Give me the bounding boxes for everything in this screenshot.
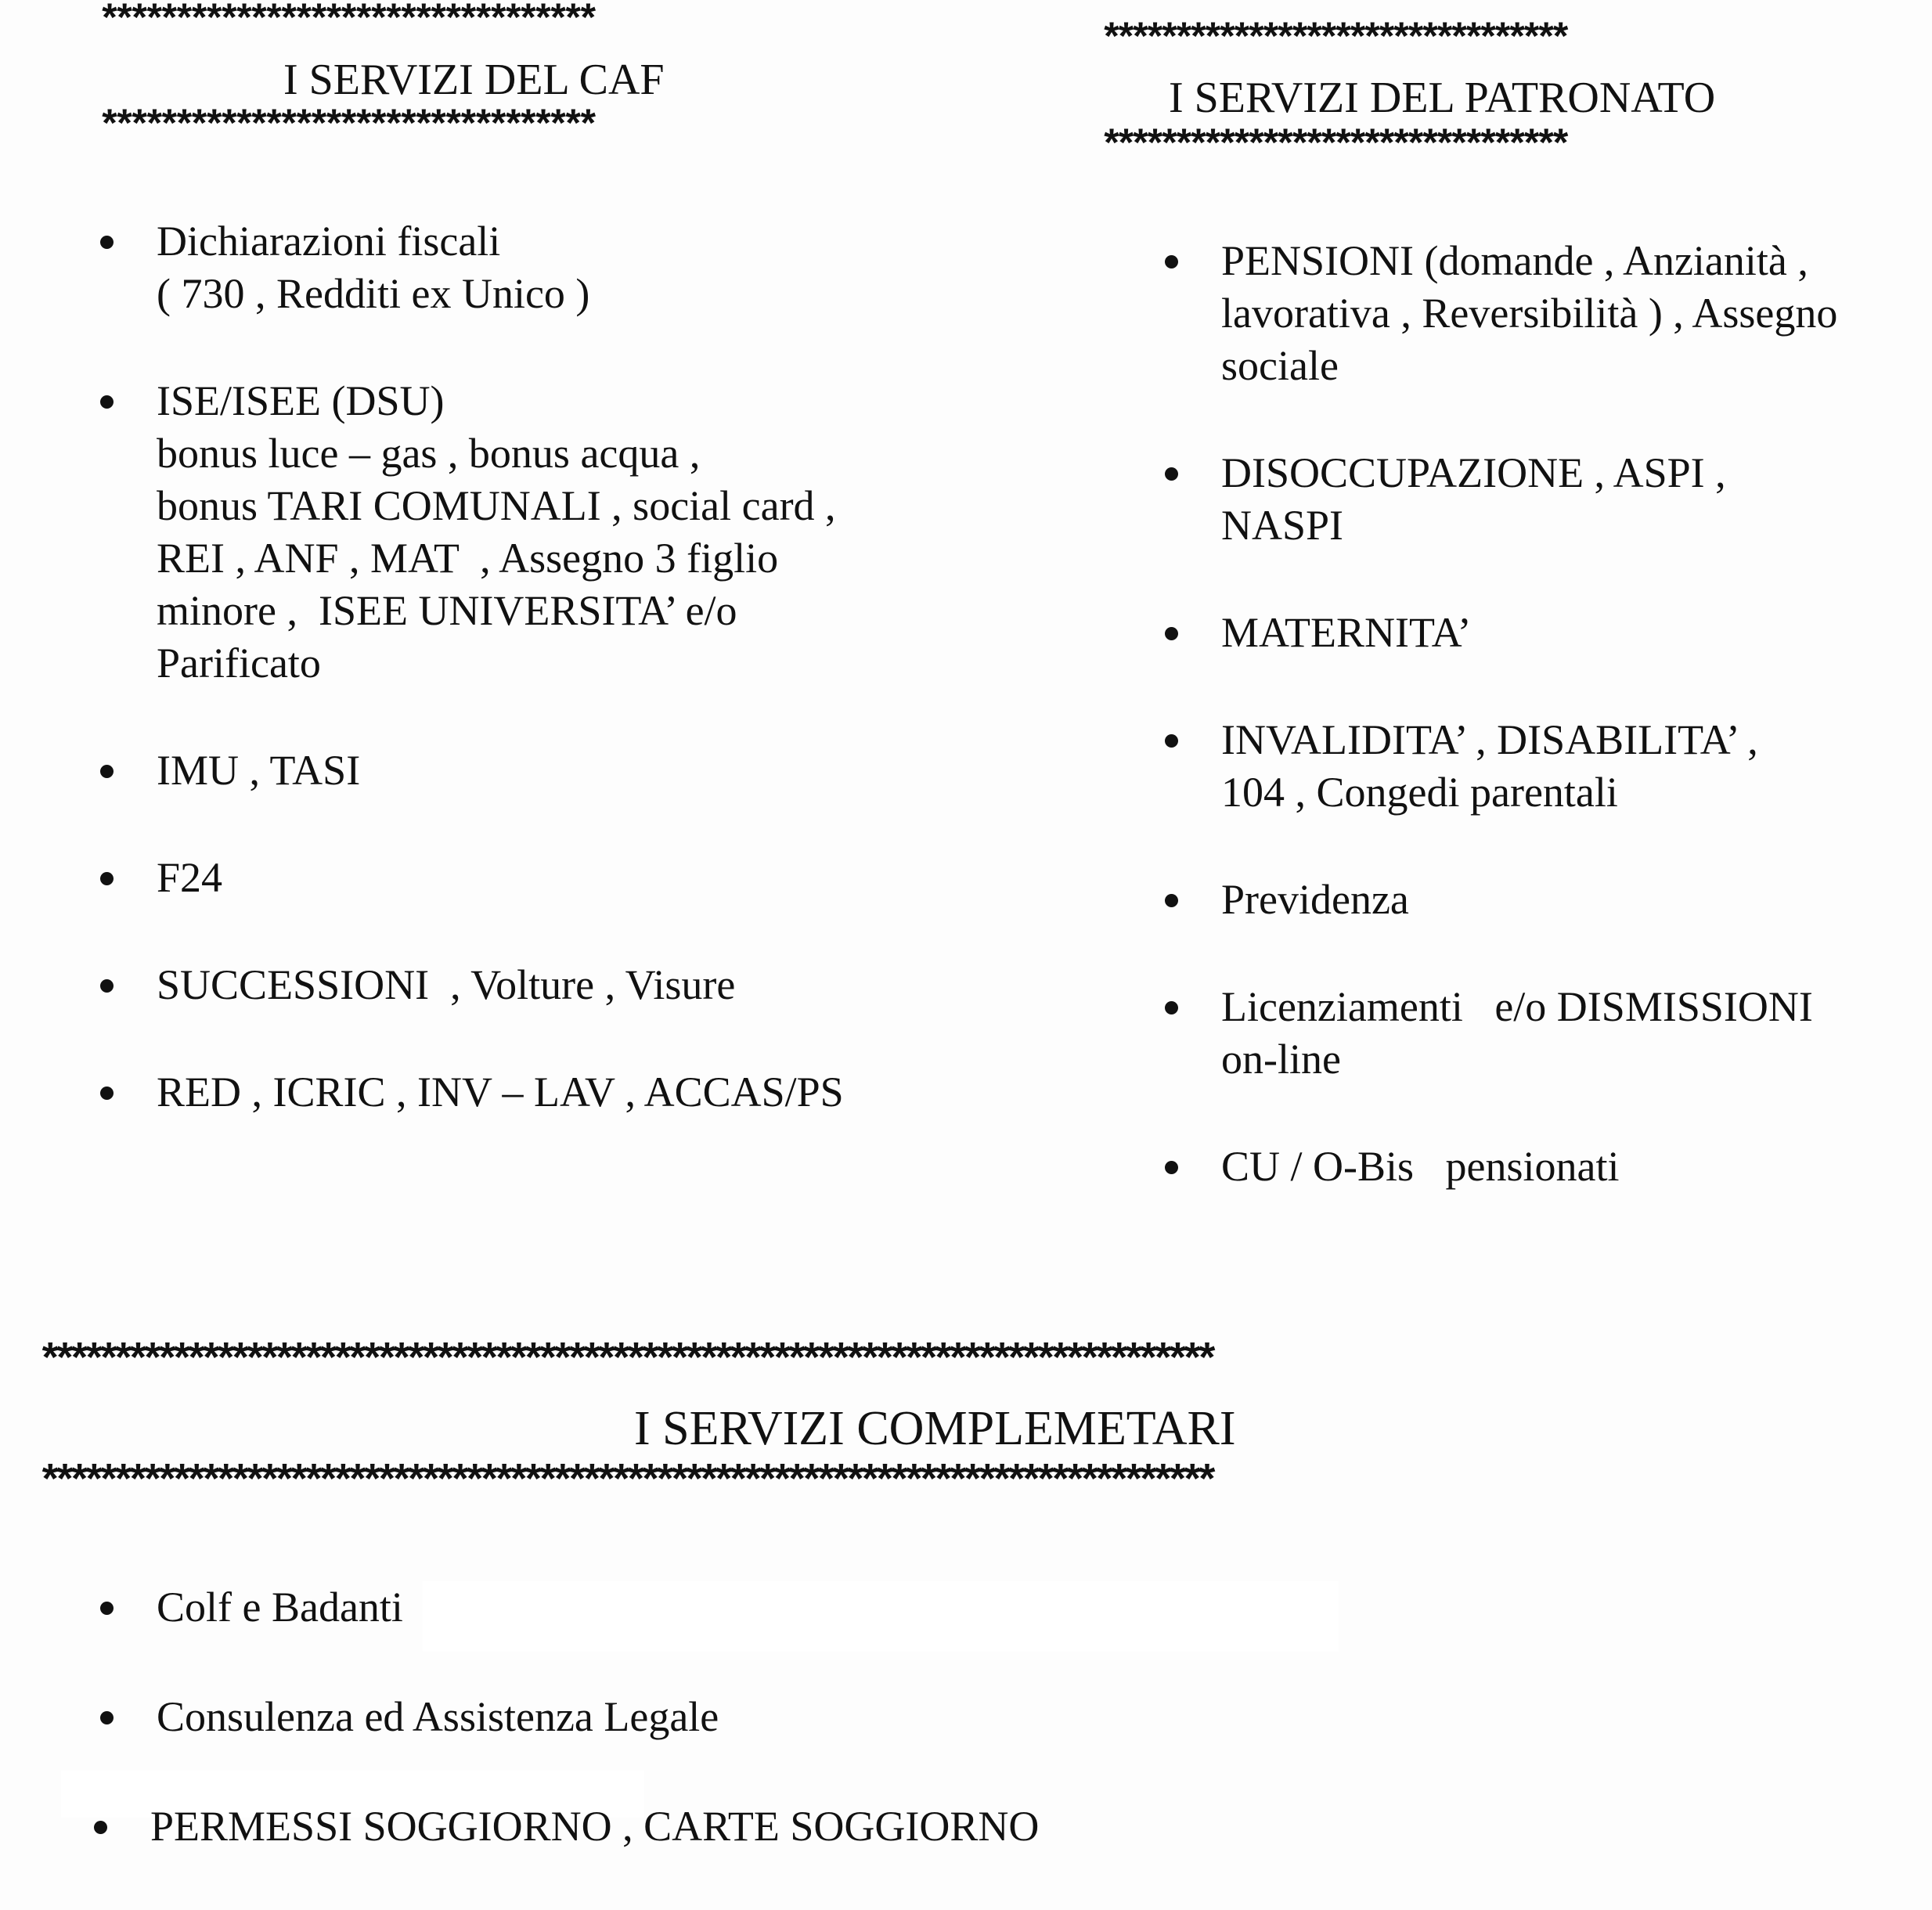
caf-service-item (100, 744, 1024, 797)
bullet-icon (100, 1602, 114, 1615)
caf-stars-bottom: ********************************* (98, 106, 592, 150)
bullet-icon (100, 979, 114, 993)
complementari-stars-top: ******************************************************************************** (38, 1339, 1209, 1386)
caf-service-item-line: REI , ANF , MAT , Assegno 3 figlio (157, 535, 779, 582)
patronato-service-item-line: Licenziamenti e/o DISMISSIONI (1221, 983, 1813, 1030)
patronato-service-item-line: NASPI (1221, 502, 1344, 549)
patronato-service-item-line: MATERNITA’ (1221, 609, 1472, 656)
bullet-icon (1165, 734, 1178, 748)
patronato-service-item-line: CU / O-Bis pensionati (1221, 1143, 1620, 1190)
caf-service-item (100, 375, 1024, 690)
complementari-services-list (100, 1581, 1822, 1910)
caf-service-item-line: Parificato (157, 640, 321, 687)
caf-stars-top: ********************************* (98, 0, 592, 45)
complementari-stars-bottom: ******************************************************************************** (38, 1460, 1209, 1508)
bullet-icon (100, 872, 114, 885)
caf-service-item-line: bonus TARI COMUNALI , social card , (157, 482, 836, 529)
complementari-service-item-line: Colf e Badanti (157, 1584, 403, 1631)
bullet-icon (94, 1821, 107, 1834)
patronato-service-item (1165, 714, 1916, 819)
bullet-icon (100, 1087, 114, 1100)
patronato-service-item (1165, 447, 1916, 552)
bullet-icon (1165, 1161, 1178, 1174)
patronato-service-item (1165, 235, 1916, 392)
caf-service-item-line: minore , ISEE UNIVERSITA’ e/o (157, 587, 737, 634)
complementari-service-item (100, 1691, 1822, 1743)
complementari-service-item-line: Consulenza ed Assistenza Legale (157, 1693, 719, 1740)
patronato-service-item-line: Previdenza (1221, 876, 1409, 923)
caf-service-item (100, 1066, 1024, 1119)
caf-service-item-line: SUCCESSIONI , Volture , Visure (157, 961, 736, 1008)
patronato-service-item-line: PENSIONI (domande , Anzianità , (1221, 237, 1808, 284)
bullet-icon (1165, 627, 1178, 640)
patronato-stars-top: ******************************** (1100, 19, 1564, 63)
caf-service-item-line: Dichiarazioni fiscali (157, 218, 501, 265)
complementari-service-item-line: PERMESSI SOGGIORNO , CARTE SOGGIORNO (150, 1803, 1040, 1850)
patronato-services-list (1165, 235, 1916, 1248)
patronato-service-item (1165, 1141, 1916, 1193)
bullet-icon (100, 1711, 114, 1724)
bullet-icon (1165, 894, 1178, 907)
patronato-service-item-line: 104 , Congedi parentali (1221, 769, 1618, 816)
caf-service-item-line: ( 730 , Redditi ex Unico ) (157, 270, 590, 317)
patronato-service-item-line: on-line (1221, 1036, 1341, 1083)
patronato-title: I SERVIZI DEL PATRONATO (1169, 74, 1716, 122)
complementari-service-item (100, 1581, 1822, 1634)
caf-service-item (100, 959, 1024, 1011)
caf-service-item-line: bonus luce – gas , bonus acqua , (157, 430, 701, 477)
patronato-service-item (1165, 607, 1916, 659)
bullet-icon (100, 395, 114, 409)
caf-service-item (100, 215, 1024, 320)
caf-service-item (100, 852, 1024, 904)
complementari-title: I SERVIZI COMPLEMETARI (634, 1402, 1236, 1455)
patronato-service-item-line: INVALIDITA’ , DISABILITA’ , (1221, 716, 1758, 763)
patronato-service-item-line: DISOCCUPAZIONE , ASPI , (1221, 449, 1726, 496)
bullet-icon (100, 765, 114, 778)
bullet-icon (1165, 255, 1178, 268)
patronato-stars-bottom: ******************************** (1100, 125, 1564, 170)
caf-services-list (100, 215, 1024, 1173)
caf-service-item-line: ISE/ISEE (DSU) (157, 377, 445, 424)
bullet-icon (1165, 1001, 1178, 1014)
caf-service-item-line: F24 (157, 854, 223, 901)
patronato-service-item-line: sociale (1221, 342, 1339, 389)
bullet-icon (1165, 467, 1178, 481)
patronato-service-item-line: lavorativa , Reversibilità ) , Assegno (1221, 290, 1838, 337)
caf-service-item-line: RED , ICRIC , INV – LAV , ACCAS/PS (157, 1069, 844, 1115)
complementari-service-item (94, 1800, 1822, 1853)
patronato-service-item (1165, 981, 1916, 1086)
patronato-service-item (1165, 874, 1916, 926)
caf-service-item-line: IMU , TASI (157, 747, 361, 794)
caf-title: I SERVIZI DEL CAF (283, 56, 665, 104)
bullet-icon (100, 236, 114, 249)
